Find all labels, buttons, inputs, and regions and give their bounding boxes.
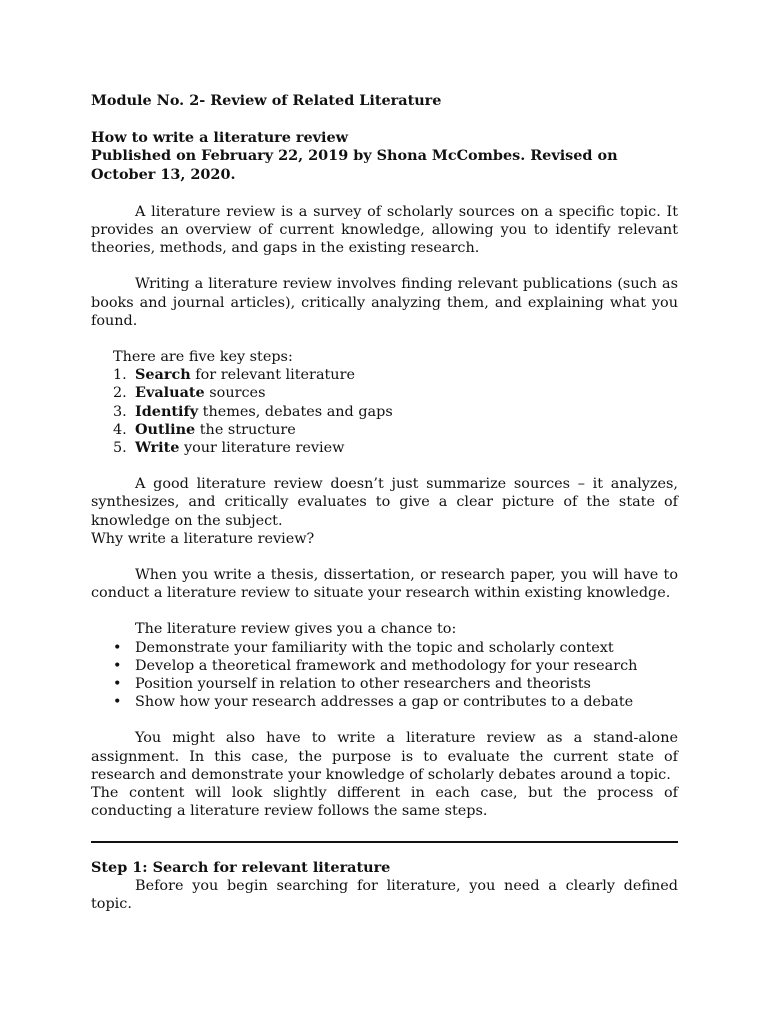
- step-keyword: Outline: [135, 420, 196, 438]
- list-item: [91, 657, 678, 675]
- steps-intro: There are five key steps:: [113, 349, 293, 366]
- section-divider: [91, 841, 678, 843]
- bullet-text: Show how your research addresses a gap or contributes to a debate: [135, 694, 634, 711]
- byline: Published on February 22, 2019 by Shona McCombes. Revised on October 13, 2020.: [91, 147, 618, 183]
- bullet-list: [91, 639, 678, 712]
- list-item: [91, 693, 678, 711]
- bullet-text: Position yourself in relation to other researchers and theorists: [135, 676, 591, 693]
- steps-list: [91, 366, 678, 457]
- step-text: for relevant literature: [190, 367, 355, 384]
- list-item: [91, 639, 678, 657]
- bullet-text: Demonstrate your familiarity with the topic and scholarly context: [135, 639, 614, 656]
- step-number: 4.: [113, 421, 127, 438]
- article-title: How to write a literature review: [91, 129, 349, 147]
- bullet-text: Develop a theoretical framework and methodology for your research: [135, 657, 638, 674]
- step-text: your literature review: [179, 440, 345, 457]
- paragraph-thesis: When you write a thesis, dissertation, or research paper, you will have to conduct a literature review to situate your research within existing knowledge.: [91, 567, 678, 602]
- module-title: Module No. 2- Review of Related Literature: [91, 92, 442, 109]
- step-number: 3.: [113, 403, 127, 420]
- paragraph-process: Writing a literature review involves finding relevant publications (such as books and journal articles), critically analyzing them, and explaining what you found.: [91, 276, 678, 329]
- step-number: 5.: [113, 440, 127, 457]
- chance-intro: The literature review gives you a chance to:: [135, 621, 457, 638]
- step-keyword: Identify: [135, 402, 199, 420]
- step-text: themes, debates and gaps: [198, 403, 393, 420]
- step-keyword: Write: [135, 439, 180, 457]
- list-item: [91, 421, 678, 439]
- step1-heading: Step 1: Search for relevant literature: [91, 858, 391, 876]
- bullet-icon: •: [113, 657, 122, 674]
- step1-body: Before you begin searching for literature, you need a clearly defined topic.: [91, 877, 678, 912]
- paragraph-standalone: You might also have to write a literature review as a stand-alone assignment. In this case, the purpose is to evaluate the current state of research and demonstrate your knowledge of scholarly debates around a topic.: [91, 730, 678, 783]
- bullet-icon: •: [113, 639, 122, 656]
- paragraph-good-review: A good literature review doesn’t just summarize sources – it analyzes, synthesizes, and critically evaluates to give a clear picture of the state of knowledge on the subject.: [91, 476, 678, 529]
- step-keyword: Search: [135, 366, 191, 384]
- step-number: 1.: [113, 367, 127, 384]
- paragraph-content-differs: The content will look slightly different in each case, but the process of conducting a literature review follows the same steps.: [91, 785, 678, 820]
- list-item: [91, 403, 678, 421]
- step-text: the structure: [195, 421, 296, 438]
- list-item: [91, 384, 678, 402]
- step-number: 2.: [113, 385, 127, 402]
- bullet-icon: •: [113, 676, 122, 693]
- paragraph-definition: A literature review is a survey of scholarly sources on a specific topic. It provides an overview of current knowledge, allowing you to identify relevant theories, methods, and gaps in the existing research.: [91, 203, 678, 257]
- document-content: [91, 92, 678, 913]
- step-text: sources: [204, 385, 266, 402]
- list-item: [91, 439, 678, 457]
- list-item: [91, 675, 678, 693]
- step-keyword: Evaluate: [135, 384, 205, 402]
- why-heading: Why write a literature review?: [91, 530, 315, 547]
- bullet-icon: •: [113, 694, 122, 711]
- list-item: [91, 366, 678, 384]
